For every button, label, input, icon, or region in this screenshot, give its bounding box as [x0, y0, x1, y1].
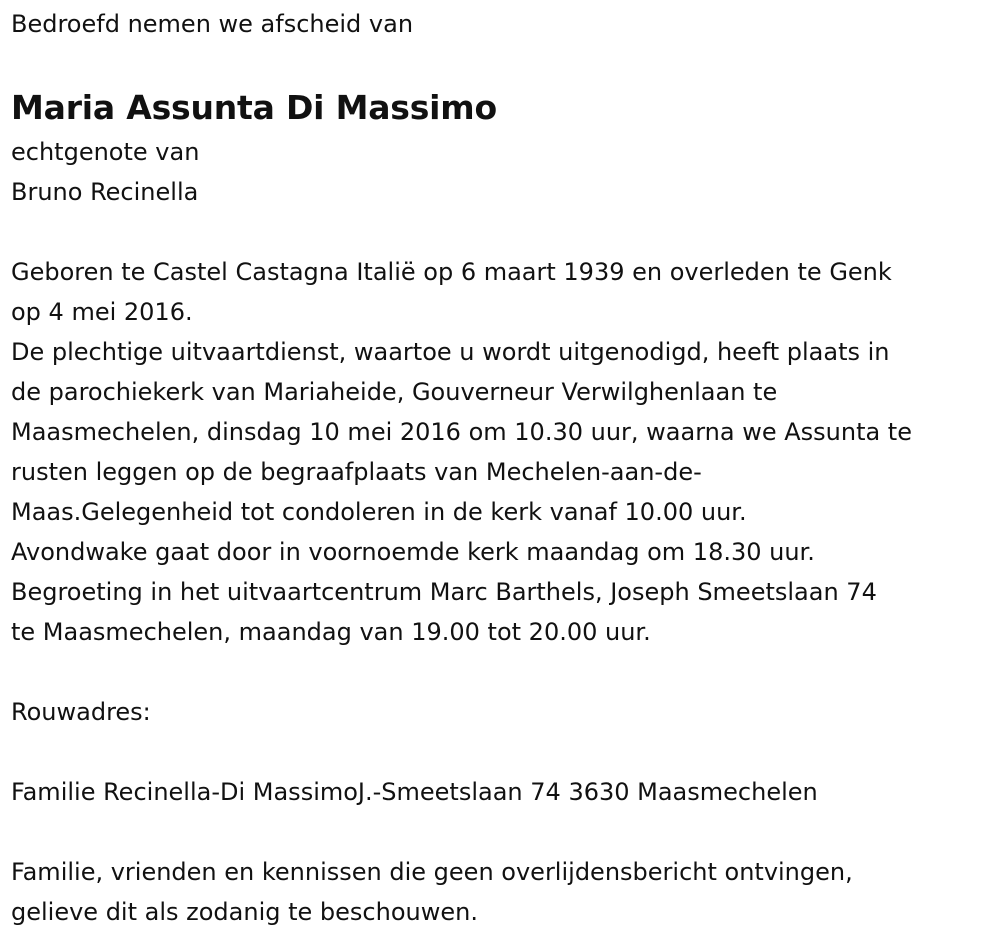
spacer — [11, 812, 991, 852]
body-line: Avondwake gaat door in voornoemde kerk maandag om 18.30 uur. — [11, 538, 815, 566]
mourning-address: Familie Recinella-Di MassimoJ.-Smeetslaan 74 3630 Maasmechelen — [11, 778, 818, 806]
body-line: rusten leggen op de begraafplaats van Mechelen-aan-de- — [11, 458, 702, 486]
spacer — [11, 732, 991, 772]
spacer — [11, 44, 991, 84]
body-line: de parochiekerk van Mariaheide, Gouverneur Verwilghenlaan te — [11, 378, 778, 406]
address-label: Rouwadres: — [11, 698, 151, 726]
notice-body — [11, 252, 991, 652]
obituary-notice — [11, 0, 991, 932]
spacer — [11, 652, 991, 692]
spouse-name: Bruno Recinella — [11, 178, 199, 206]
closing-line: Familie, vrienden en kennissen die geen overlijdensbericht ontvingen, — [11, 858, 853, 886]
body-line: Begroeting in het uitvaartcentrum Marc Barthels, Joseph Smeetslaan 74 — [11, 578, 877, 606]
relation-line: echtgenote van — [11, 138, 200, 166]
body-line: Geboren te Castel Castagna Italië op 6 maart 1939 en overleden te Genk — [11, 258, 892, 286]
spacer — [11, 212, 991, 252]
intro-text: Bedroefd nemen we afscheid van — [11, 10, 414, 38]
deceased-name: Maria Assunta Di Massimo — [11, 88, 497, 127]
body-line: te Maasmechelen, maandag van 19.00 tot 20.00 uur. — [11, 618, 651, 646]
closing-line: gelieve dit als zodanig te beschouwen. — [11, 898, 478, 926]
body-line: op 4 mei 2016. — [11, 298, 193, 326]
body-line: Maas.Gelegenheid tot condoleren in de kerk vanaf 10.00 uur. — [11, 498, 747, 526]
body-line: Maasmechelen, dinsdag 10 mei 2016 om 10.30 uur, waarna we Assunta te — [11, 418, 912, 446]
body-line: De plechtige uitvaartdienst, waartoe u wordt uitgenodigd, heeft plaats in — [11, 338, 890, 366]
